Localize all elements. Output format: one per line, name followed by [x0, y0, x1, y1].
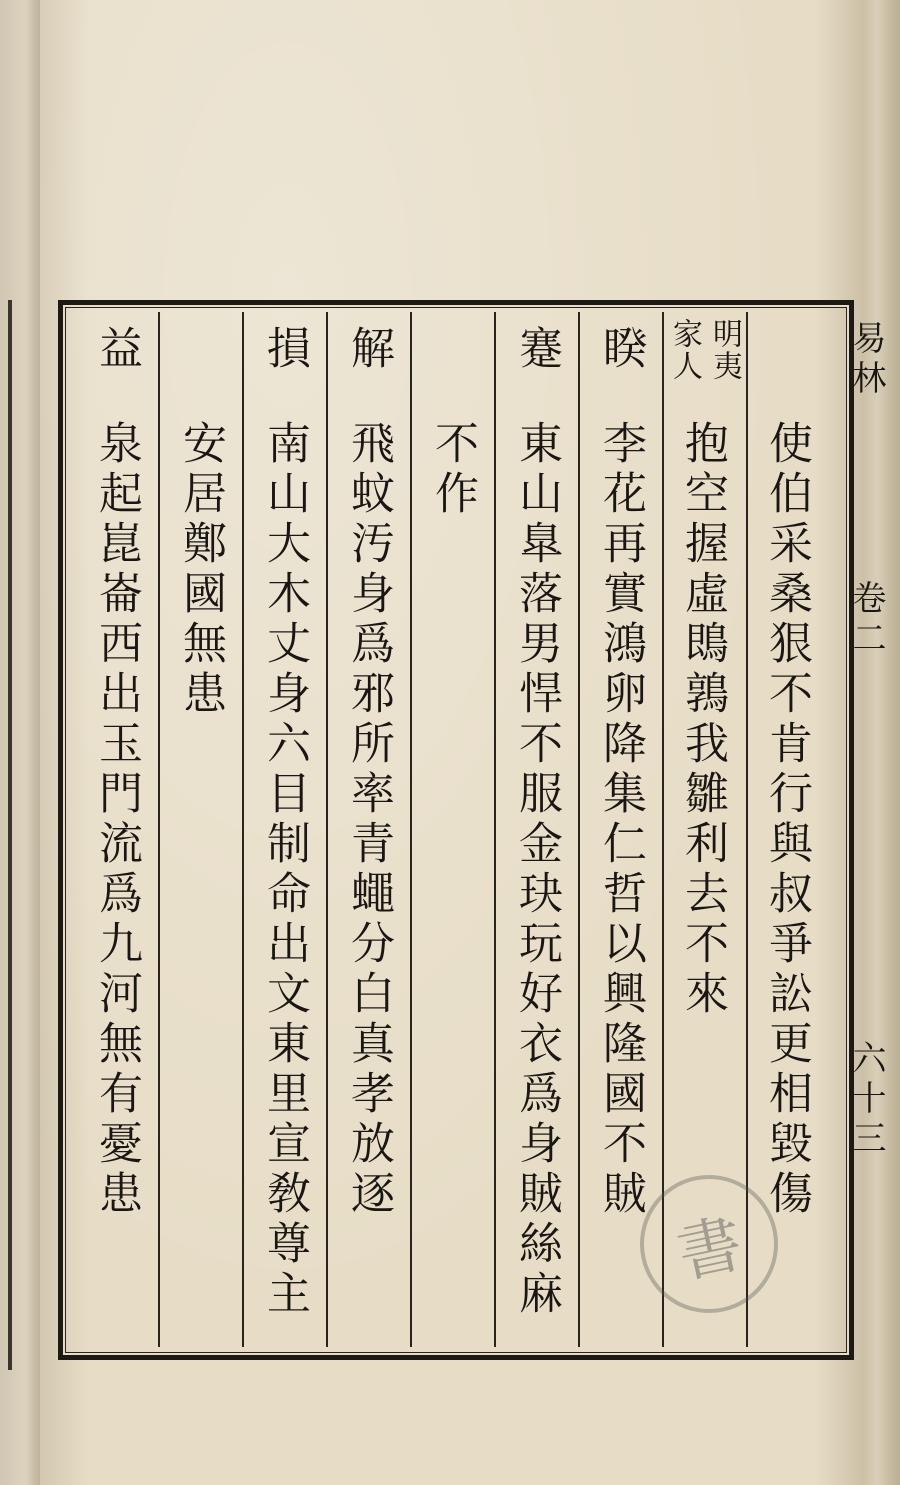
text-column-6: 南山大木丈身六目制命出文東里宣敎尊主 — [259, 420, 310, 1320]
hexagram-jiaren: 家人 — [667, 318, 702, 382]
column-rule — [578, 312, 580, 1347]
text-column-2: 抱空握虛鵖鶉我雛利去不來 — [677, 420, 728, 1020]
column-rule — [158, 312, 160, 1347]
text-column-1: 使伯采桑狠不肯行與叔爭訟更相毀傷 — [761, 420, 812, 1220]
margin-volume: 卷二 — [846, 580, 886, 660]
column-rule — [410, 312, 412, 1347]
column-rule — [326, 312, 328, 1347]
hexagram-xie: 解 — [343, 325, 394, 375]
library-stamp: 書 — [627, 1162, 791, 1326]
text-column-6-continued: 安居鄭國無患 — [175, 420, 226, 720]
text-column-4: 東山臯落男悍不服金玦玩好衣爲身賊絲麻 — [511, 420, 562, 1320]
page-fore-edge — [862, 0, 900, 1485]
hexagram-kui: 睽 — [595, 325, 646, 375]
hexagram-jian: 蹇 — [511, 325, 562, 375]
hexagram-sun: 損 — [259, 325, 310, 375]
text-column-4-continued: 不作 — [427, 420, 478, 520]
column-rule — [242, 312, 244, 1347]
margin-title: 易林 — [846, 320, 886, 400]
text-column-5: 飛蚊汚身爲邪所率青蠅分白真孝放逐 — [343, 420, 394, 1220]
column-rule — [494, 312, 496, 1347]
hexagram-mingyi: 明夷 — [707, 318, 742, 382]
previous-leaf-edge — [0, 0, 42, 1485]
text-column-7: 泉起崑崙西出玉門流爲九河無有憂患 — [91, 420, 142, 1220]
margin-folio: 六十三 — [846, 1040, 886, 1160]
text-column-3: 李花再實鴻卵降集仁哲以興隆國不賊 — [595, 420, 646, 1220]
hexagram-yi: 益 — [91, 325, 142, 375]
